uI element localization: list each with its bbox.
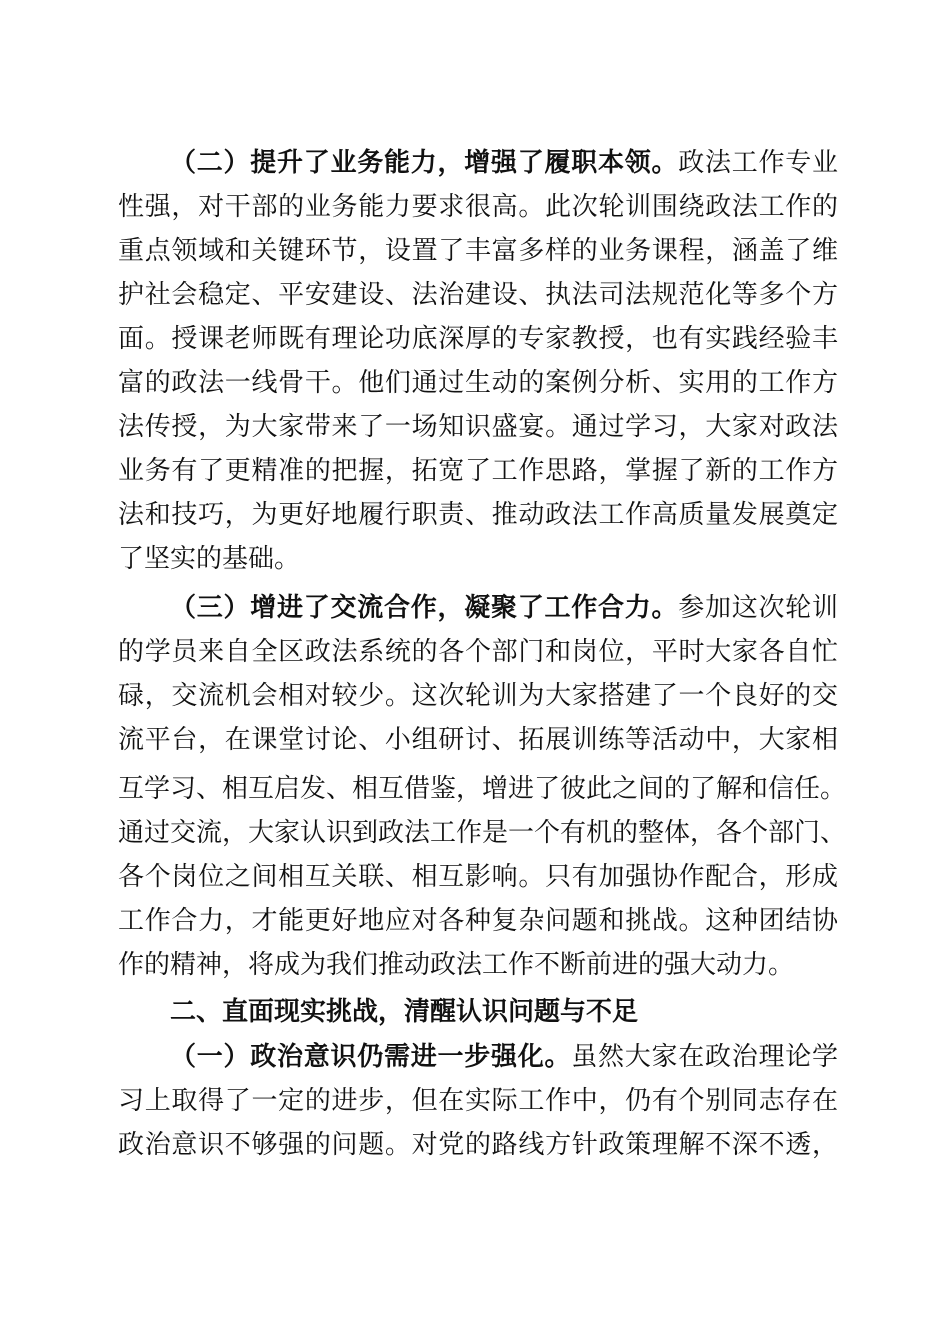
paragraph-2-line-2: 的学员来自全区政法系统的各个部门和岗位，平时大家各自忙 <box>118 637 838 667</box>
paragraph-2-line-3: 碌，交流机会相对较少。这次轮训为大家搭建了一个良好的交 <box>118 681 838 711</box>
paragraph-2-line-6: 通过交流，大家认识到政法工作是一个有机的整体，各个部门、 <box>118 818 847 848</box>
paragraph-2-line-8: 工作合力，才能更好地应对各种复杂问题和挑战。这种团结协 <box>118 906 838 936</box>
paragraph-1-line-5: 面。授课老师既有理论功底深厚的专家教授，也有实践经验丰 <box>118 324 838 354</box>
paragraph-1-title: （二）提升了业务能力，增强了履职本领。 <box>170 148 679 178</box>
paragraph-1-line-8: 业务有了更精准的把握，拓宽了工作思路，掌握了新的工作方 <box>118 456 838 486</box>
paragraph-1-line-1-rest: 政法工作专业 <box>678 148 838 178</box>
paragraph-3-line-1-rest: 虽然大家在政治理论学 <box>571 1042 838 1072</box>
paragraph-3-line-1 <box>170 1035 838 1079</box>
paragraph-2-title: （三）增进了交流合作，凝聚了工作合力。 <box>170 593 679 623</box>
paragraph-3-title: （一）政治意识仍需进一步强化。 <box>170 1042 572 1072</box>
paragraph-1-line-1 <box>170 141 838 185</box>
paragraph-1-line-10: 了坚实的基础。 <box>118 544 301 574</box>
section-heading: 二、直面现实挑战，清醒认识问题与不足 <box>170 997 639 1027</box>
paragraph-2-line-1 <box>170 586 838 630</box>
paragraph-3-line-2: 习上取得了一定的进步，但在实际工作中，仍有个别同志存在 <box>118 1086 838 1116</box>
paragraph-1-line-2: 性强，对干部的业务能力要求很高。此次轮训围绕政法工作的 <box>118 192 838 222</box>
paragraph-1-line-4: 护社会稳定、平安建设、法治建设、执法司法规范化等多个方 <box>118 280 838 310</box>
paragraph-1-line-7: 法传授，为大家带来了一场知识盛宴。通过学习，大家对政法 <box>118 412 838 442</box>
paragraph-3-line-3: 政治意识不够强的问题。对党的路线方针政策理解不深不透， <box>118 1130 838 1160</box>
paragraph-1-line-9: 法和技巧，为更好地履行职责、推动政法工作高质量发展奠定 <box>118 500 838 530</box>
paragraph-2-line-9: 作的精神，将成为我们推动政法工作不断前进的强大动力。 <box>118 950 795 980</box>
paragraph-2-line-7: 各个岗位之间相互关联、相互影响。只有加强协作配合，形成 <box>118 862 838 892</box>
paragraph-2-line-4: 流平台，在课堂讨论、小组研讨、拓展训练等活动中，大家相 <box>118 725 838 755</box>
paragraph-1-line-3: 重点领域和关键环节，设置了丰富多样的业务课程，涵盖了维 <box>118 236 838 266</box>
paragraph-2-line-1-rest: 参加这次轮训 <box>678 593 838 623</box>
paragraph-1-line-6: 富的政法一线骨干。他们通过生动的案例分析、实用的工作方 <box>118 368 838 398</box>
paragraph-2-line-5: 互学习、相互启发、相互借鉴，增进了彼此之间的了解和信任。 <box>118 774 847 804</box>
